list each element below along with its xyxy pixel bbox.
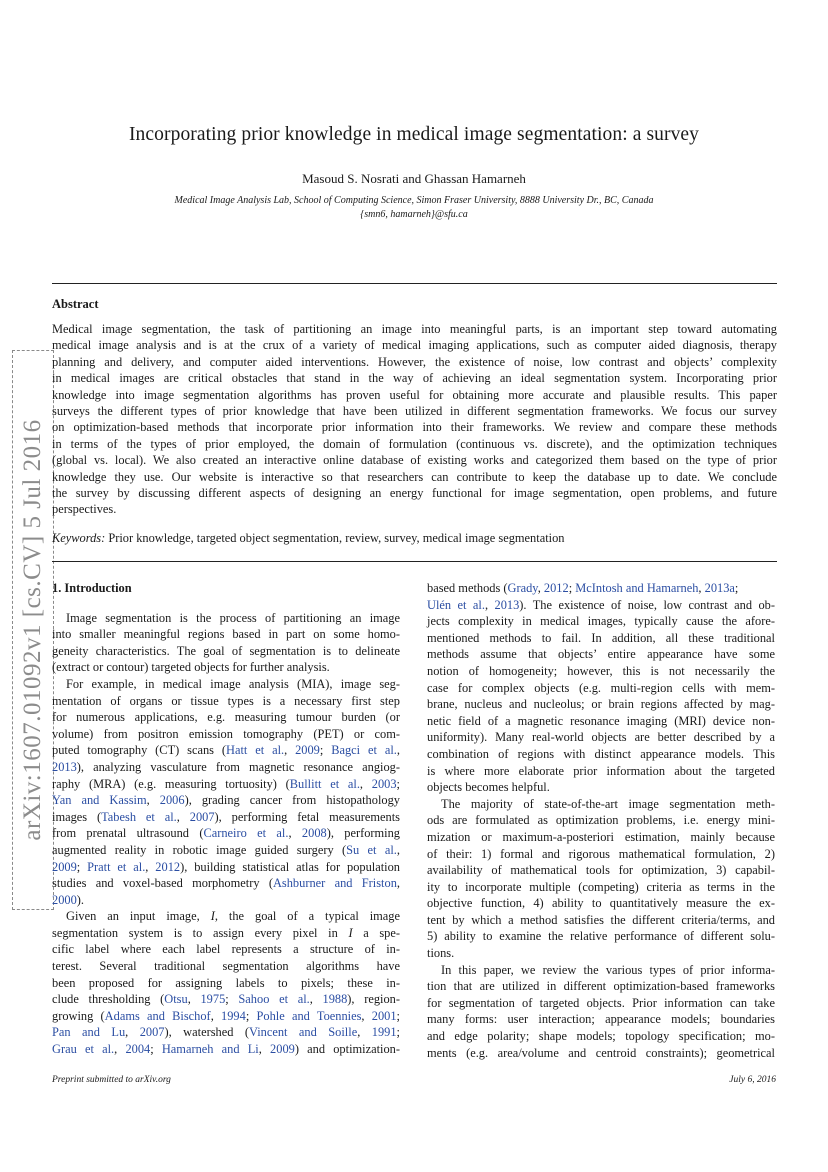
citation-link[interactable]: Sahoo et al. [238, 992, 310, 1007]
body-line: raphy (MRA) (e.g. measuring tortuosity) (Bullitt et al., 2003; [52, 776, 400, 791]
citation-link[interactable]: 2009 [52, 859, 77, 874]
abstract-line: planning and delivery, and computer aided interventions. However, the existence of noise, low contrast and objects’ complexity [52, 354, 777, 369]
citation-link[interactable]: Vincent and Soille [249, 1025, 358, 1040]
abstract-line: (global vs. local). We also created an interactive online database of existing works and categorized them based on the type of prior [52, 453, 777, 468]
abstract-heading: Abstract [52, 297, 99, 311]
body-line: ods are formulated as optimization problems, i.e. energy mini- [427, 813, 775, 828]
body-line: for segmentation of targeted objects. Prior information can take [427, 995, 775, 1010]
body-line: growing (Adams and Bischof, 1994; Pohle and Toennies, 2001; [52, 1008, 400, 1023]
citation-link[interactable]: 2012 [543, 581, 569, 595]
citation-link[interactable]: Ashburner and Friston [272, 876, 397, 891]
body-line: uniformity). Many real-world objects are better described by a [427, 730, 775, 745]
footer-preprint: Preprint submitted to arXiv.org [52, 1075, 171, 1085]
body-line: 5) ability to examine the relative performance of different solu- [427, 929, 775, 944]
citation-link[interactable]: 2000 [52, 892, 77, 907]
arxiv-stamp-text: arXiv:1607.01092v1 [cs.CV] 5 Jul 2016 [19, 419, 46, 841]
abstract-line: in medical images are critical obstacles that stand in the way of achieving an ideal segmentation system. Incorporating prior [52, 371, 777, 386]
body-line: For example, in medical image analysis (MIA), image seg- [66, 676, 400, 691]
affiliation-block [0, 194, 828, 222]
citation-link[interactable]: Otsu [164, 992, 188, 1007]
body-line: jects complexity in medical images, typically cause the afore- [427, 614, 775, 629]
abstract-line: on optimization-based methods that incorporate prior information into their frameworks. We review and compare these methods [52, 420, 777, 435]
body-line: combination of regions with distinct appearance models. This [427, 746, 775, 761]
body-line: from prenatal ultrasound (Carneiro et al., 2008), performing [52, 826, 401, 841]
body-line: tions. [427, 946, 455, 961]
body-line: 2013), analyzing vasculature from magnetic resonance angiog- [52, 759, 400, 774]
body-line: mization or maximum-a-posteriori estimation, mainly because [427, 829, 775, 844]
citation-link[interactable]: 2012 [155, 859, 181, 874]
body-line: Image segmentation is the process of partitioning an image [66, 610, 400, 625]
abstract-line: perspectives. [52, 502, 117, 517]
body-line: cific label where each label represents a structure of in- [52, 942, 400, 957]
body-line: and edge polarity; shape models; topology specification; mo- [427, 1029, 775, 1044]
citation-link[interactable]: Adams and Bischof [104, 1008, 211, 1023]
citation-link[interactable]: McIntosh and Hamarneh [575, 581, 699, 595]
body-line: Ulén et al., 2013). The existence of noise, low contrast and ob- [427, 597, 775, 612]
citation-link[interactable]: Carneiro et al. [203, 826, 289, 841]
citation-link[interactable]: Bagci et al. [331, 743, 397, 758]
abstract-line: knowledge they use. Our website is interactive so that researchers can contribute to keep the database up to date. We conclude [52, 469, 777, 484]
authors: Masoud S. Nosrati and Ghassan Hamarneh [302, 171, 526, 186]
body-line: volume) from positron emission tomography (PET) or com- [52, 726, 400, 741]
citation-link[interactable]: Bullitt et al. [289, 776, 360, 791]
citation-link[interactable]: 2001 [371, 1008, 397, 1023]
citation-link[interactable]: 2008 [301, 826, 327, 841]
footer-date: July 6, 2016 [729, 1075, 776, 1085]
body-line: Grau et al., 2004; Hamarneh and Li, 2009) and optimization- [52, 1042, 400, 1057]
body-line: studies and voxel-based morphometry (Ashburner and Friston, [52, 876, 400, 891]
citation-link[interactable]: 2009 [270, 1042, 295, 1057]
citation-link[interactable]: 2004 [125, 1042, 151, 1057]
keywords-label: Keywords: [52, 531, 106, 545]
body-line: is where more elaborate prior information about the targeted [427, 763, 775, 778]
body-line: terest. Several traditional segmentation algorithms have [52, 959, 400, 974]
body-line: objective function, 4) ability to quantitatively measure the ex- [427, 896, 775, 911]
abstract-line: medical image analysis and is at the crux of a variety of medical imaging applications, such as computer aided diagnosis, therapy [52, 338, 777, 353]
body-line: tent by which a method satisfies the different criteria/terms, and [427, 912, 775, 927]
citation-link[interactable]: 1988 [322, 992, 348, 1007]
citation-link[interactable]: Yan and Kassim [52, 793, 147, 808]
citation-link[interactable]: 2003 [371, 776, 397, 791]
abstract-line: surveys the different types of prior knowledge that have been utilized in different segmentation frameworks. We focus our survey [52, 404, 777, 419]
citation-link[interactable]: 2013 [52, 759, 77, 774]
body-line: methods assume that objects’ entire appearance have some [427, 647, 775, 662]
abstract-line: the survey by discussing different aspects of designing an energy functional for image segmentation, open problems, and future [52, 486, 777, 501]
body-line: many forms: user interaction; appearance models; boundaries [427, 1012, 775, 1027]
citation-link[interactable]: 2007 [189, 809, 215, 824]
citation-link[interactable]: Pan and Lu [52, 1025, 126, 1040]
body-line: into smaller meaningful regions based in part on some homo- [52, 627, 400, 642]
keywords-text: Prior knowledge, targeted object segmentation, review, survey, medical image segmentation [108, 531, 565, 545]
body-line: The majority of state-of-the-art image segmentation meth- [441, 796, 775, 811]
body-line: of their: 1) formal and rigorous mathematical formulation, 2) [427, 846, 775, 861]
body-line: objects becomes helpful. [427, 780, 550, 795]
body-line: augmented reality in robotic image guided surgery (Su et al., [52, 842, 400, 857]
body-line: tion that are utilized in different optimization-based frameworks [427, 979, 775, 994]
body-line: netic field of a magnetic resonance imaging (MRI) device non- [427, 713, 775, 728]
citation-link[interactable]: Hatt et al. [226, 743, 285, 758]
body-line: 2000). [52, 892, 85, 907]
body-line: ity to incorporate multiple (competing) criteria as terms in the [427, 879, 775, 894]
citation-link[interactable]: Grady [507, 581, 538, 595]
citation-link[interactable]: Ulén et al. [427, 597, 485, 612]
body-line: brane, nucleus and nucleolus; or brain regions affected by mag- [427, 697, 775, 712]
body-line: clude thresholding (Otsu, 1975; Sahoo et al., 1988), region- [52, 992, 400, 1007]
citation-link[interactable]: Pohle and Toennies [256, 1008, 362, 1023]
citation-link[interactable]: 2006 [159, 793, 185, 808]
citation-link[interactable]: 2007 [139, 1025, 165, 1040]
citation-link[interactable]: 1975 [200, 992, 226, 1007]
left-column [52, 580, 400, 1058]
body-line: geneity characteristics. The goal of segmentation is to delineate [52, 643, 400, 658]
body-line: (extract or contour) targeted objects for further analysis. [52, 660, 330, 675]
body-line: images (Tabesh et al., 2007), performing fetal measurements [52, 809, 401, 824]
body-line: Yan and Kassim, 2006), grading cancer from histopathology [52, 793, 400, 808]
author-email[interactable]: {smn6, hamarneh}@sfu.ca [360, 209, 468, 220]
body-line: for numerous applications, e.g. measuring tumour burden (or [52, 710, 400, 725]
body-line: mentioned methods to fail. In addition, all these traditional [427, 630, 775, 645]
abstract-line: knowledge into image segmentation algorithms has proven useful for obtaining more accurate and plausible results. This paper [52, 387, 777, 402]
body-line: In this paper, we review the various types of prior informa- [441, 962, 775, 977]
right-column [427, 580, 775, 1061]
body-line: been proposed for assigning labels to pixels; these in- [52, 975, 400, 990]
abstract-bottom-rule [52, 561, 777, 562]
abstract-line: in terms of the types of prior employed, the domain of formulation (continuous vs. discrete), and the optimization techniques [52, 436, 777, 451]
body-line: based methods (Grady, 2012; McIntosh and Hamarneh, 2013a; [427, 581, 739, 595]
abstract-line: Medical image segmentation, the task of partitioning an image into meaningful parts, is an important step toward automating [52, 322, 777, 336]
body-line: puted tomography (CT) scans (Hatt et al., 2009; Bagci et al., [52, 743, 400, 758]
citation-link[interactable]: 1991 [371, 1025, 397, 1040]
body-line: ments (e.g. area/volume and centroid constraints); geometrical [427, 1045, 775, 1060]
body-line: segmentation system is to assign every pixel in I a spe- [52, 925, 401, 940]
citation-link[interactable]: Tabesh et al. [101, 809, 177, 824]
citation-link[interactable]: Hamarneh and Li [161, 1042, 259, 1057]
abstract-body [52, 321, 777, 518]
citation-link[interactable]: 1994 [221, 1008, 246, 1023]
citation-link[interactable]: Su et al. [346, 842, 397, 857]
citation-link[interactable]: Pratt et al. [87, 859, 146, 874]
keywords [52, 531, 564, 546]
citation-link[interactable]: 2009 [295, 743, 320, 758]
citation-link[interactable]: 2013 [494, 597, 520, 612]
paper-title: Incorporating prior knowledge in medical image segmentation: a survey [128, 124, 700, 145]
body-line: Given an input image, I, the goal of a typical image [66, 909, 400, 924]
arxiv-stamp [12, 350, 54, 910]
body-line: mentation of organs or tissue types is a necessary first step [52, 693, 400, 708]
body-line: Pan and Lu, 2007), watershed (Vincent and Soille, 1991; [52, 1025, 400, 1040]
body-line: availability of mathematical tools for optimization, 3) capabil- [427, 863, 775, 878]
top-rule [52, 283, 777, 284]
affiliation: Medical Image Analysis Lab, School of Computing Science, Simon Fraser University, 8888 University Dr., BC, Canada [174, 195, 654, 206]
body-line: 2009; Pratt et al., 2012), building statistical atlas for population [52, 859, 401, 874]
section-heading: 1. Introduction [52, 581, 132, 595]
body-line: case for complex objects (e.g. multi-region cells with mem- [427, 680, 775, 695]
body-line: notion of homogeneity; however, this is not necessarily the [427, 663, 775, 678]
citation-link[interactable]: Grau et al. [52, 1042, 115, 1057]
citation-link[interactable]: 2013a [704, 581, 735, 595]
